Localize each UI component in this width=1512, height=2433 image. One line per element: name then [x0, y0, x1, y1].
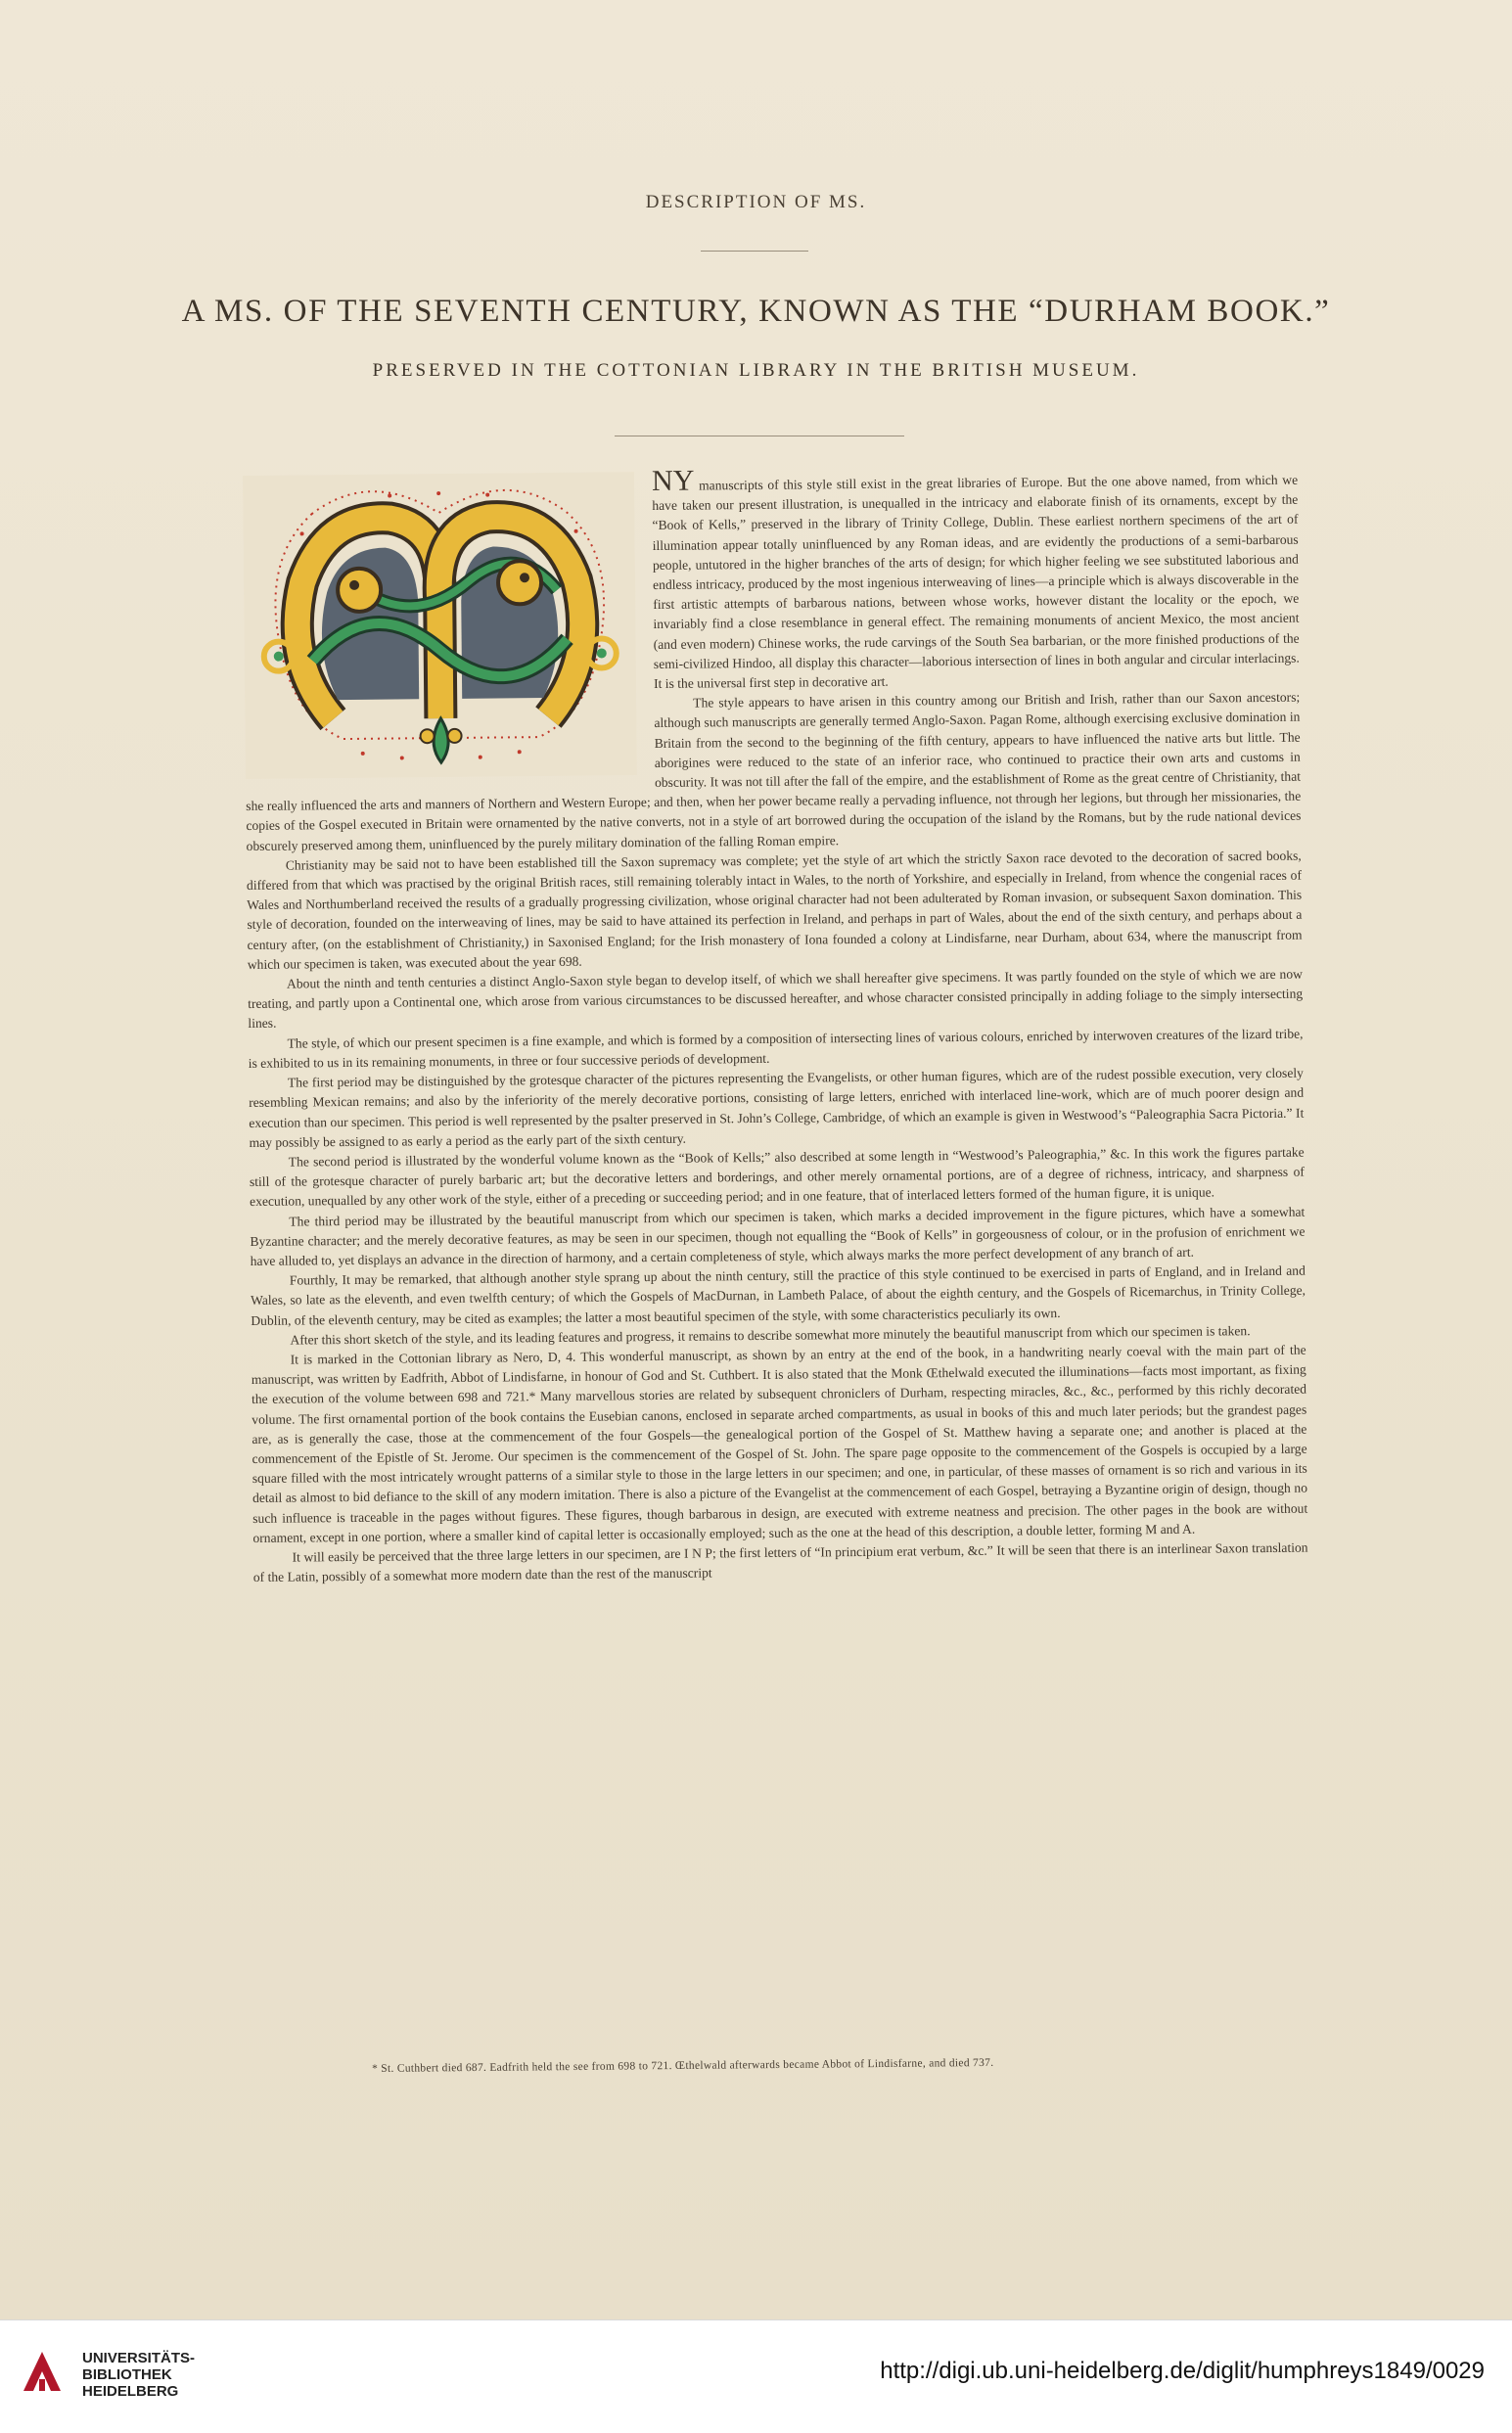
document-title: A MS. OF THE SEVENTH CENTURY, KNOWN AS THE “DURHAM BOOK.”	[181, 294, 1331, 329]
paragraph-text: manuscripts of this style still exist in the great libraries of Europe. But the one above named, from which we have taken our present illustration, is unequalled in the intricacy and elaborate finish of its ornaments, except by the “Book of Kells,” preserved in the library of Trinity College, Dublin. These earliest northern specimens of the art of illumination appear totally uninfluenced by any Roman ideas, and are evidently the productions of a semi-barbarous people, untutored in the higher branches of the arts of design; for which higher feeling we see substituted laborious and endless intricacy, produced by the most ingenious interweaving of lines—a principle which is always discoverable in the first artistic attempts of barbarous nations, between whose works, however distant the locality or the epoch, we invariably find a close resemblance in general effect. The remaining monuments of ancient Mexico, the most ancient (and even modern) Chinese works, the rude carvings of the South Sea barbarian, or the more finished productions of the semi-civilized Hindoo, all display this character—laborious intersection of lines in both angular and circular interlacings. It is the universal first step in decorative art.	[652, 472, 1300, 692]
article-body	[243, 466, 1312, 2032]
paragraph: The style, of which our present specimen is a fine example, and which is formed by a composition of intersecting lines of various colours, enriched by interwoven creatures of the lizard tribe, is exhibited to us in its remaining monuments, in three or four successive periods of development.	[248, 1026, 1304, 1071]
footnote: * St. Cuthbert died 687. Eadfrith held the see from 698 to 721. Œthelwald afterwards became Abbot of Lindisfarne, and died 737.	[372, 2056, 994, 2075]
paragraph: Fourthly, It may be remarked, that although another style sprang up about the ninth century, still the practice of this style continued to be exercised in parts of England, and in Ireland and Wales, so late as the eleventh, and even twelfth century; of which the Gospels of MacDurnan, in Lambeth Palace, of about the eighth century, and the Gospels of Ricemarchus, in Trinity College, Dublin, of the eleventh century, may be cited as examples; the latter a most beautiful specimen of the style, with some characteristics peculiarly its own.	[251, 1262, 1306, 1328]
paragraph: The second period is illustrated by the wonderful volume known as the “Book of Kells;” also described at some length in “Westwood’s Paleographia,” &c. In this work the figures partake still of the grotesque character of purely barbaric art; but the decorative letters and borderings, and other merely ornamental portions, are of a degree of richness, intricacy, and sharpness of execution, unequalled by any other work of the style, either of a preceding or succeeding period; and in one feature, that of interlaced letters formed of the human figure, it is unique.	[249, 1144, 1305, 1210]
paragraph: It will easily be perceived that the three large letters in our specimen, are I N P; the first letters of “In principium erat verbum, &c.” It will be seen that there is an interlinear Saxon translation of the Latin, possibly of a somewhat more modern date than the rest of the manuscript	[252, 1539, 1308, 1585]
paragraph: Christianity may be said not to have been established till the Saxon supremacy was complete; yet the style of art which the strictly Saxon race devoted to the decoration of sacred books, differed from that which was practised by the original British races, still remaining tolerably intact in Wales, to the north of Yorkshire, and especially in Ireland, from whence the congenial races of Wales and Northumberland received the results of a gradually progressing civilization, whose original character had not been adulterated by Roman invasion, or subsequent Saxon domination. This style of decoration, founded on the interweaving of lines, may be said to have attained its perfection in Ireland, and perhaps in part of Wales, about the end of the sixth century, and perhaps about a century after, (on the establishment of Christianity,) in Saxonised England; for the Irish monastery of Iona founded a colony at Lindisfarne, near Durham, about 634, where the manuscript from which our specimen is taken, was executed about the year 698.	[246, 848, 1303, 972]
paragraph: The third period may be illustrated by the beautiful manuscript from which our specimen is taken, which marks a decided improvement in the figure pictures, which have a somewhat Byzantine character; and the merely decorative features, as may be seen in our specimen, though not equalling the “Book of Kells” in gorgeousness of colour, or in the profusion of enrichment we have alluded to, yet displays an advance in the direction of harmony, and a certain completeness of style, which always marks the more perfect development of any branch of art.	[250, 1204, 1306, 1268]
library-name-line: UNIVERSITÄTS-	[82, 2350, 196, 2366]
document-subtitle: PRESERVED IN THE COTTONIAN LIBRARY IN THE BRITISH MUSEUM.	[372, 360, 1140, 381]
library-name-line: HEIDELBERG	[82, 2383, 179, 2400]
permalink-url[interactable]: http://digi.ub.uni-heidelberg.de/diglit/humphreys1849/0029	[880, 2358, 1485, 2384]
library-name	[82, 2350, 195, 2400]
illuminated-ma-initial-icon	[243, 472, 637, 779]
paragraph: The first period may be distinguished by the grotesque character of the pictures representing the Evangelists, or other human figures, which are of the rudest possible execution, very closely resembling Mexican remains; and also by the inferiority of the merely decorative portions, consisting of large letters, enriched with interlaced line-work, which are of much poorer design and execution than our specimen. This period is well represented by the psalter preserved in St. John’s College, Cambridge, of which an example is given in Westwood’s “Paleographia Sacra Pictoria.” It may possibly be assigned to as early a period as the early part of the sixth century.	[249, 1065, 1305, 1150]
university-library-logo-icon[interactable]	[18, 2348, 67, 2397]
library-name-line: BIBLIOTHEK	[82, 2366, 172, 2383]
section-heading: DESCRIPTION OF MS.	[645, 192, 867, 212]
paragraph: The style appears to have arisen in this country among our British and Irish, rather than our Saxon ancestors; although such manuscripts are generally termed Anglo-Saxon. Pagan Rome, although exercising exclusive domination in Britain from the second to the beginning of the fifth century, appears to have influenced the native arts but little. The aborigines were reduced to the state of an inferior race, who continued to practice their own arts and customs in obscurity. It was not till after the fall of the empire, and the establishment of Rome as the great centre of Christianity, that she really influenced the arts and manners of Northern and Western Europe; and then, when her power became really a pervading influence, not through her legions, but through her missionaries, the copies of the Gospel executed in Britain were ornamented by the native converts, not in a style of art borrowed during the occupation of the island by the Romans, but by the rude national devices obscurely preserved among them, uninfluenced by the purely military domination of the falling Roman empire.	[246, 689, 1302, 853]
paragraph: After this short sketch of the style, and its leading features and progress, it remains to describe somewhat more minutely the beautiful manuscript from which our specimen is taken.	[290, 1322, 1251, 1348]
library-footer	[0, 2319, 1512, 2433]
drop-cap: NY	[651, 464, 695, 497]
heading-divider	[701, 251, 808, 252]
paragraph: It is marked in the Cottonian library as Nero, D, 4. This wonderful manuscript, as shown by an entry at the end of the book, in a handwriting nearly coeval with the main part of the manuscript, was written by Eadfrith, Abbot of Lindisfarne, in honour of God and St. Cuthbert. It is also stated that the Monk Œthelwald executed the illuminations—facts most important, as fixing the execution of the volume between 698 and 721.* Many marvellous stories are related by subsequent chroniclers of Durham, respecting miracles, &c., &c., performed by this richly decorated volume. The first ornamental portion of the book contains the Eusebian canons, enclosed in separate arched compartments, as usual in books of this and much later periods; but the grandest pages are, as is generally the case, those at the commencement of the four Gospels—the genealogical portion of the Gospel of St. Matthew having a separate one; and another is placed at the commencement of the Epistle of St. Jerome. Our specimen is the commencement of the Gospel of St. John. The spare page opposite to the commencement of the Gospels is occupied by a large square filled with the most intricately wrought patterns of a similar style to those in the large letters in our specimen; and one, in particular, of these masses of ornament is so rich and various in its detail as almost to bid defiance to the skill of any modern imitation. There is also a picture of the Evangelist at the commencement of each Gospel, betraying a Byzantine origin of design, though no such influence is traceable in the pages without figures. These figures, though barbarous in design, are executed with extreme neatness and precision. The other pages in the book are without ornament, except in one portion, where a smaller kind of capital letter is occasionally employed; such as the one at the head of this description, a double letter, forming M and A.	[251, 1342, 1308, 1545]
illuminated-initial	[243, 472, 637, 779]
paragraph: About the ninth and tenth centuries a distinct Anglo-Saxon style began to develop itself, of which we shall hereafter give specimens. It was partly founded on the style of which we are now treating, and partly upon a Continental one, which arose from various circumstances to be discussed hereafter, and whose character consisted principally in adding foliage to the simply intersecting lines.	[248, 966, 1304, 1032]
